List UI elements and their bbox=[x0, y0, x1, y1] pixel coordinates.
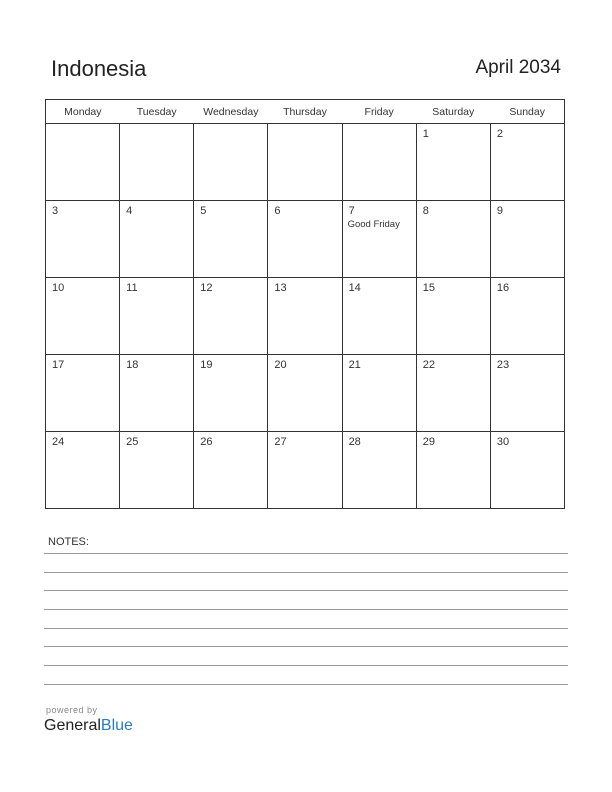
day-cell bbox=[120, 278, 194, 355]
calendar-body bbox=[46, 124, 565, 509]
note-line bbox=[44, 665, 568, 666]
day-number: 6 bbox=[274, 205, 281, 217]
note-line bbox=[44, 609, 568, 610]
day-cell bbox=[342, 355, 416, 432]
week-row bbox=[46, 278, 565, 355]
day-number: 8 bbox=[422, 205, 429, 217]
day-cell bbox=[490, 278, 564, 355]
day-number: 28 bbox=[348, 436, 361, 448]
day-cell bbox=[416, 355, 490, 432]
generalblue-logo[interactable] bbox=[44, 717, 133, 735]
day-cell bbox=[268, 278, 342, 355]
day-number: 18 bbox=[126, 359, 139, 371]
note-line bbox=[44, 684, 568, 685]
day-number: 12 bbox=[200, 282, 213, 294]
day-cell bbox=[194, 124, 268, 201]
day-number: 25 bbox=[126, 436, 139, 448]
day-cell bbox=[342, 124, 416, 201]
week-row bbox=[46, 355, 565, 432]
day-number: 2 bbox=[496, 128, 503, 140]
day-cell bbox=[268, 355, 342, 432]
day-number: 3 bbox=[52, 205, 59, 217]
day-cell bbox=[46, 278, 120, 355]
day-cell bbox=[342, 201, 416, 278]
day-cell bbox=[490, 432, 564, 509]
day-number: 26 bbox=[200, 436, 213, 448]
day-cell bbox=[268, 432, 342, 509]
note-line bbox=[44, 628, 568, 629]
day-number: 17 bbox=[52, 359, 65, 371]
weekday-monday: Monday bbox=[46, 100, 120, 124]
day-number: 30 bbox=[496, 436, 510, 448]
day-cell bbox=[194, 278, 268, 355]
day-cell bbox=[490, 201, 564, 278]
weekday-tuesday: Tuesday bbox=[120, 100, 194, 124]
day-number: 24 bbox=[52, 436, 65, 448]
day-cell bbox=[194, 355, 268, 432]
day-cell bbox=[416, 124, 490, 201]
day-number: 13 bbox=[274, 282, 287, 294]
day-number: 15 bbox=[422, 282, 435, 294]
day-cell bbox=[120, 355, 194, 432]
day-number: 10 bbox=[52, 282, 65, 294]
day-number: 27 bbox=[274, 436, 287, 448]
day-cell bbox=[46, 432, 120, 509]
weekday-wednesday: Wednesday bbox=[194, 100, 268, 124]
week-row bbox=[46, 432, 565, 509]
day-cell bbox=[46, 201, 120, 278]
day-cell bbox=[490, 355, 564, 432]
holiday-label: Good Friday bbox=[347, 219, 400, 230]
day-cell bbox=[120, 201, 194, 278]
day-number: 20 bbox=[274, 359, 287, 371]
day-number: 1 bbox=[422, 128, 429, 140]
day-number: 4 bbox=[126, 205, 133, 217]
day-number: 29 bbox=[422, 436, 435, 448]
day-cell bbox=[46, 355, 120, 432]
day-number: 14 bbox=[348, 282, 361, 294]
day-cell bbox=[120, 432, 194, 509]
day-number: 7 bbox=[348, 205, 355, 217]
day-cell bbox=[120, 124, 194, 201]
note-line bbox=[44, 590, 568, 591]
day-cell bbox=[416, 432, 490, 509]
brand-blue-text: Blue bbox=[100, 717, 133, 734]
week-row bbox=[46, 124, 565, 201]
day-cell bbox=[490, 124, 564, 201]
day-cell bbox=[46, 124, 120, 201]
weekday-thursday: Thursday bbox=[268, 100, 342, 124]
day-number: 9 bbox=[496, 205, 503, 217]
powered-by-text: powered by bbox=[46, 705, 98, 715]
note-line bbox=[44, 646, 568, 647]
notes-label: NOTES: bbox=[48, 536, 89, 548]
month-year-title: April 2034 bbox=[475, 57, 561, 78]
weekday-saturday: Saturday bbox=[416, 100, 490, 124]
day-cell bbox=[268, 201, 342, 278]
weekday-sunday: Sunday bbox=[490, 100, 564, 124]
day-cell bbox=[194, 432, 268, 509]
brand-general-text: General bbox=[44, 717, 101, 734]
week-row bbox=[46, 201, 565, 278]
day-number: 16 bbox=[496, 282, 510, 294]
day-cell bbox=[416, 201, 490, 278]
day-number: 5 bbox=[200, 205, 207, 217]
day-number: 19 bbox=[200, 359, 213, 371]
day-cell bbox=[268, 124, 342, 201]
day-cell bbox=[416, 278, 490, 355]
day-cell bbox=[342, 432, 416, 509]
calendar-grid bbox=[45, 99, 565, 509]
day-number: 22 bbox=[422, 359, 435, 371]
note-line bbox=[44, 572, 568, 573]
weekday-header-row bbox=[46, 100, 565, 124]
day-cell bbox=[194, 201, 268, 278]
day-number: 11 bbox=[126, 282, 138, 294]
weekday-friday: Friday bbox=[342, 100, 416, 124]
day-number: 21 bbox=[348, 359, 361, 371]
country-title: Indonesia bbox=[51, 56, 147, 81]
day-number: 23 bbox=[496, 359, 510, 371]
note-line bbox=[44, 553, 568, 554]
day-cell bbox=[342, 278, 416, 355]
